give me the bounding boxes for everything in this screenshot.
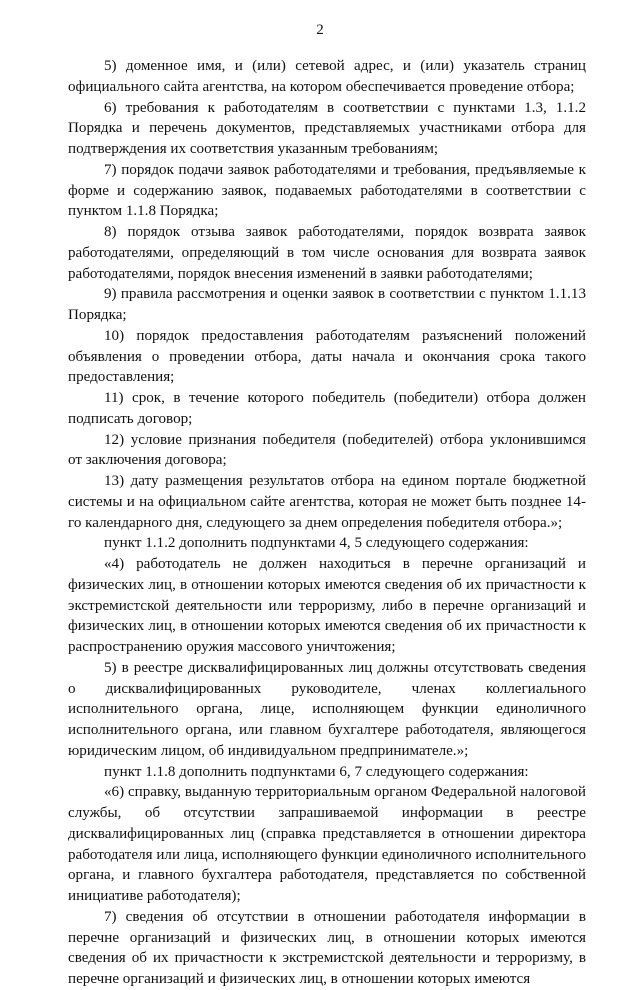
paragraph-item-11-deadline: 11) срок, в течение которого победитель (победители) отбора должен подписать договор; xyxy=(68,390,586,427)
paragraph-subitem-7-information: 7) сведения об отсутствии в отношении работодателя информации в перечне организаций и физических лиц, в отношении которых имеются сведения об их причастности к экстремистской деятельности и терроризму, в перечне организаций и физических лиц, в отношении которых имеются xyxy=(68,908,586,987)
paragraph-item-10-explanations: 10) порядок предоставления работодателям разъяснений положений объявления о проведении отбора, даты начала и окончания срока такого предоставления; xyxy=(68,327,586,386)
paragraph-amend-1-1-8: пункт 1.1.8 дополнить подпунктами 6, 7 следующего содержания: xyxy=(104,763,529,780)
paragraph-item-7-submission: 7) порядок подачи заявок работодателями и требования, предъявляемые к форме и содержанию заявок, подаваемых работодателями в соответствии с пунктом 1.1.8 Порядка; xyxy=(68,161,586,220)
page-number: 2 xyxy=(316,22,324,38)
paragraph-item-9-rules: 9) правила рассмотрения и оценки заявок в соответствии с пунктом 1.1.13 Порядка; xyxy=(68,286,586,323)
paragraph-amend-1-1-2: пункт 1.1.2 дополнить подпунктами 4, 5 следующего содержания: xyxy=(104,535,529,552)
paragraph-item-5-domain: 5) доменное имя, и (или) сетевой адрес, и (или) указатель страниц официального сайта агентства, на котором обеспечивается проведение отбора; xyxy=(68,58,586,95)
paragraph-subitem-4-lists: «4) работодатель не должен находиться в перечне организаций и физических лиц, в отношении которых имеются сведения об их причастности к экстремистской деятельности или терроризму, либо в перечне организаций и физических лиц, в отношении которых имеются сведения об их причастности к распространению оружия массового уничтожения; xyxy=(68,556,586,655)
paragraph-item-8-withdrawal: 8) порядок отзыва заявок работодателями, порядок возврата заявок работодателями, определяющий в том числе основания для возврата заявок работодателями, порядок внесения изменений в заявки работодателями; xyxy=(68,224,586,282)
document-body xyxy=(68,56,586,990)
paragraph-subitem-5-registry: 5) в реестре дисквалифицированных лиц должны отсутствовать сведения о дисквалифицированных руководителе, членах коллегиального исполнительного органа, лице, исполняющем функции единоличного исполнительного органа, или главном бухгалтере работодателя, являющегося юридическим лицом, об индивидуальном предпринимателе.»; xyxy=(68,659,586,759)
paragraph-item-6-requirements: 6) требования к работодателям в соответствии с пунктами 1.3, 1.1.2 Порядка и перечень документов, представляемых участниками отбора для подтверждения их соответствия указанным требованиям; xyxy=(68,99,586,157)
paragraph-subitem-6-certificate: «6) справку, выданную территориальным органом Федеральной налоговой службы, об отсутствии запрашиваемой информации в реестре дисквалифицированных лиц (справка представляется в отношении директора работодателя или лица, исполняющего функции единоличного исполнительного органа, и главного бухгалтера работодателя, представляется по собственной инициативе работодателя); xyxy=(68,784,586,904)
paragraph-item-13-results-date: 13) дату размещения результатов отбора на едином портале бюджетной системы и на официальном сайте агентства, которая не может быть позднее 14-го календарного дня, следующего за днем определения победителя отбора.»; xyxy=(68,473,586,531)
paragraph-item-12-evasion: 12) условие признания победителя (победителей) отбора уклонившимся от заключения договора; xyxy=(68,431,586,469)
